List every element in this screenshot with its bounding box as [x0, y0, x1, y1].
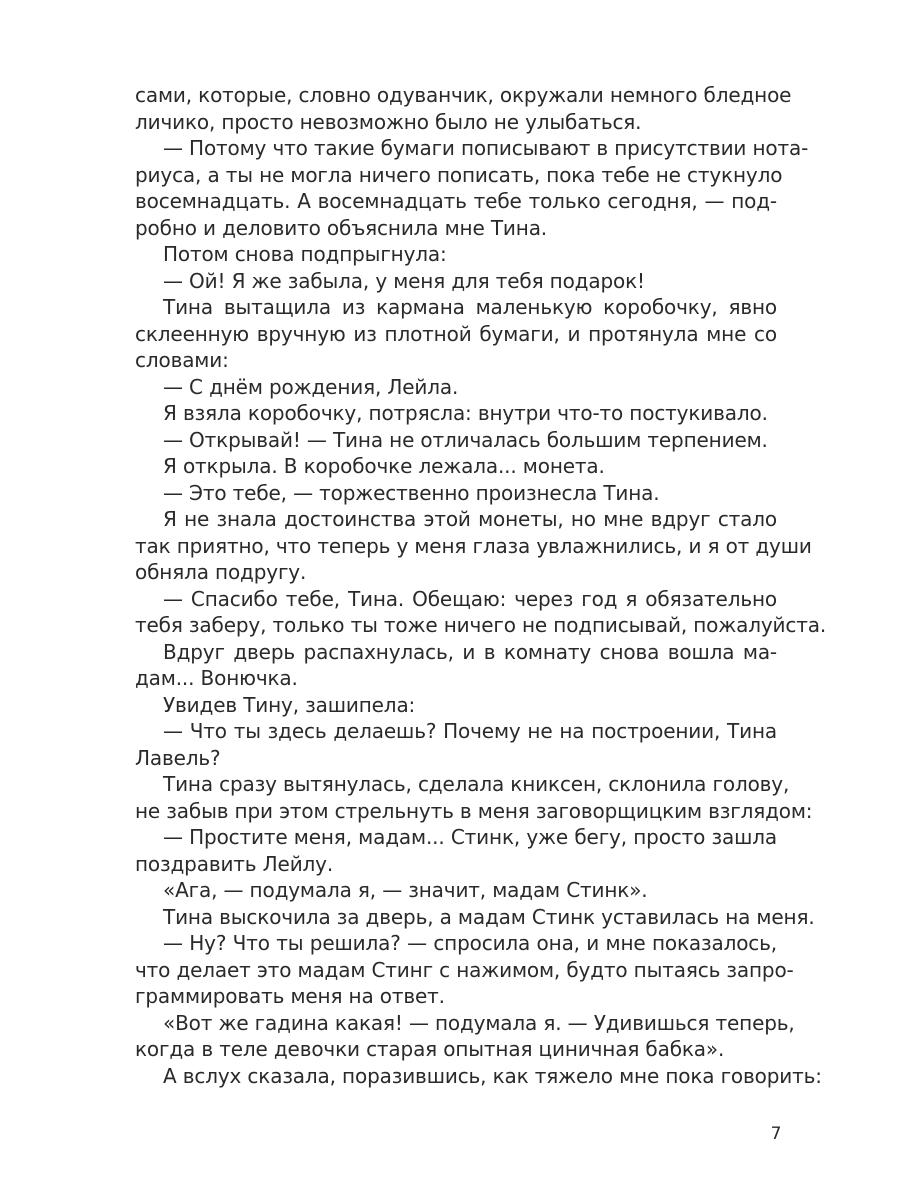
text-line: — Спасибо тебе, Тина. Обещаю: через год я обязательно: [163, 586, 777, 611]
text-line: — Потому что такие бумаги пописывают в присутствии нота-: [163, 136, 809, 160]
text-line: «Ага, — подумала я, — значит, мадам Стинк».: [163, 878, 648, 902]
body-text: [135, 82, 827, 1089]
text-line: Лавель?: [135, 745, 221, 770]
text-line: Тина сразу вытянулась, сделала книксен, склонила голову,: [163, 772, 790, 796]
text-line: сами, которые, словно одуванчик, окружали немного бледное: [135, 83, 792, 107]
text-line: риуса, а ты не могла ничего пописать, пока тебе не стукнуло: [135, 162, 783, 187]
text-line: тебя заберу, только ты тоже ничего не подписывай, пожалуйста.: [135, 613, 827, 637]
text-line: что делает это мадам Стинг с нажимом, будто пытаясь запро-: [135, 957, 794, 982]
text-line: Увидев Тину, зашипела:: [163, 692, 416, 717]
text-line: — Это тебе, — торжественно произнесла Тина.: [163, 480, 660, 505]
text-line: — Простите меня, мадам... Стинк, уже бегу, просто зашла: [163, 825, 777, 849]
text-line: поздравить Лейлу.: [135, 851, 334, 876]
text-line: — Ну? Что ты решила? — спросила она, и мне показалось,: [163, 931, 777, 955]
text-line: не забыв при этом стрельнуть в меня заговорщицким взглядом:: [135, 798, 813, 823]
text-line: личико, просто невозможно было не улыбаться.: [135, 109, 642, 134]
text-line: Потом снова подпрыгнула:: [163, 242, 447, 266]
text-line: Я взяла коробочку, потрясла: внутри что-то постукивало.: [163, 401, 768, 425]
text-line: «Вот же гадина какая! — подумала я. — Удивишься теперь,: [163, 1010, 795, 1035]
text-line: робно и деловито объяснила мне Тина.: [135, 215, 548, 240]
text-line: обняла подругу.: [135, 560, 307, 584]
text-line: — Открывай! — Тина не отличалась большим терпением.: [163, 427, 768, 452]
text-line: граммировать меня на ответ.: [135, 984, 445, 1008]
text-line: Я не знала достоинства этой монеты, но мне вдруг стало: [163, 507, 777, 531]
text-line: Тина вытащила из кармана маленькую коробочку, явно: [163, 295, 777, 319]
text-line: когда в теле девочки старая опытная циничная бабка».: [135, 1037, 725, 1061]
page-number: 7: [770, 1124, 782, 1144]
text-line: Я открыла. В коробочке лежала... монета.: [163, 454, 605, 478]
text-line: А вслух сказала, поразившись, как тяжело мне пока говорить:: [163, 1063, 822, 1088]
text-line: Вдруг дверь распахнулась, и в комнату снова вошла ма-: [163, 639, 777, 664]
text-line: — Ой! Я же забыла, у меня для тебя подарок!: [163, 268, 645, 293]
text-line: восемнадцать. А восемнадцать тебе только сегодня, — под-: [135, 189, 777, 213]
text-line: — С днём рождения, Лейла.: [163, 374, 459, 399]
text-line: дам... Вонючка.: [135, 666, 298, 690]
text-line: так приятно, что теперь у меня глаза увлажнились, и я от души: [135, 533, 812, 558]
text-line: — Что ты здесь делаешь? Почему не на построении, Тина: [163, 719, 777, 743]
text-line: склеенную вручную из плотной бумаги, и протянула мне со: [135, 321, 777, 346]
text-line: Тина выскочила за дверь, а мадам Стинк уставилась на меня.: [163, 904, 815, 929]
text-line: словами:: [135, 348, 229, 372]
